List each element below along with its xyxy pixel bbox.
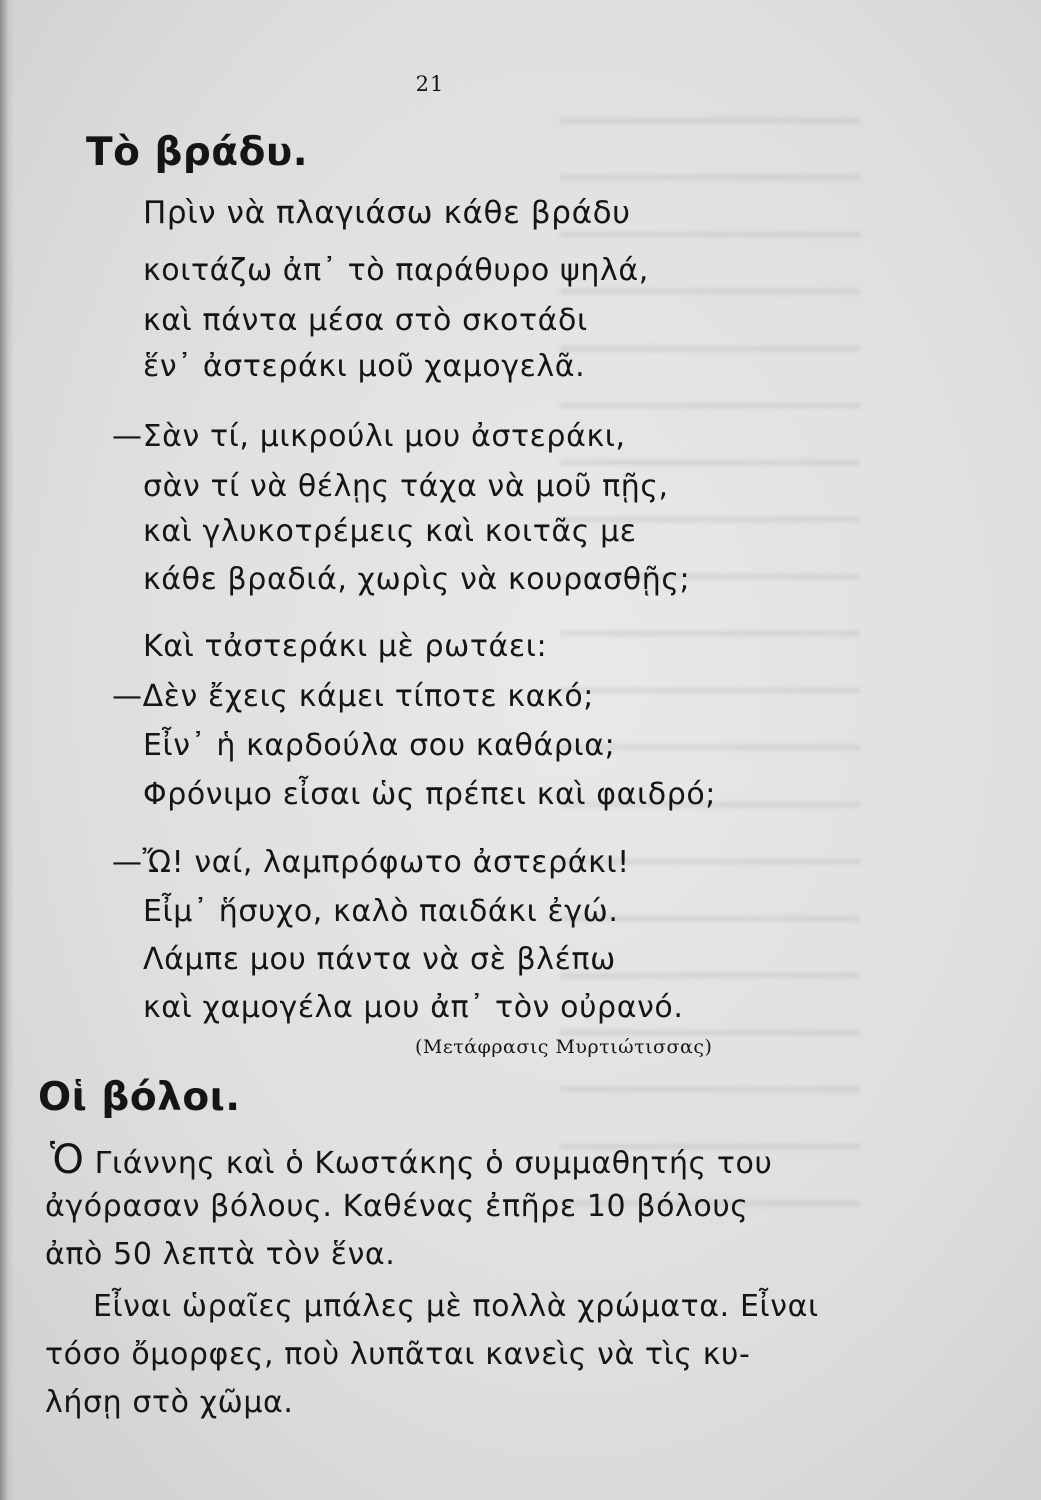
poem-line: καὶ χαμογέλα μου ἀπ᾿ τὸν οὐρανό.	[143, 990, 684, 1025]
poem-line: Λάμπε μου πάντα νὰ σὲ βλέπω	[143, 942, 616, 977]
poem-line: κοιτάζω ἀπ᾿ τὸ παράθυρο ψηλά,	[143, 253, 649, 288]
poem-line: ἕν᾿ ἀστεράκι μοῦ χαμογελᾶ.	[143, 349, 586, 384]
paragraph-line: ἀγόρασαν βόλους. Καθένας ἐπῆρε 10 βόλους	[45, 1189, 749, 1224]
poem-line: κάθε βραδιά, χωρὶς νὰ κουρασθῇς;	[143, 562, 691, 597]
poem-line: Πρὶν νὰ πλαγιάσω κάθε βράδυ	[143, 195, 631, 231]
poem-line: Εἶν᾿ ἡ καρδούλα σου καθάρια;	[143, 728, 616, 763]
poem-title: Τὸ βράδυ.	[86, 130, 309, 175]
poem-line: Καὶ τἀστεράκι μὲ ρωτάει:	[143, 629, 548, 664]
paragraph-line	[50, 1137, 773, 1183]
paragraph-line: Εἶναι ὡραῖες μπάλες μὲ πολλὰ χρώματα. Εἶναι	[93, 1289, 819, 1324]
translation-attribution: (Μετάφρασις Μυρτιώτισσας)	[415, 1036, 713, 1058]
paragraph-text: Γιάννης καὶ ὁ Κωστάκης ὁ συμμαθητής του	[84, 1146, 773, 1181]
section-title: Οἱ βόλοι.	[38, 1075, 241, 1120]
poem-line: καὶ πάντα μέσα στὸ σκοτάδι	[143, 303, 588, 338]
poem-line: Εἶμ᾿ ἥσυχο, καλὸ παιδάκι ἐγώ.	[143, 894, 619, 929]
page-number: 21	[415, 72, 445, 96]
poem-line: καὶ γλυκοτρέμεις καὶ κοιτᾶς με	[143, 514, 637, 549]
poem-line: σὰν τί νὰ θέλῃς τάχα νὰ μοῦ πῇς,	[143, 469, 669, 504]
paragraph-line: τόσο ὄμορφες, ποὺ λυπᾶται κανεὶς νὰ τὶς κυ-	[45, 1337, 751, 1372]
paragraph-line: λήσῃ στὸ χῶμα.	[45, 1385, 294, 1420]
poem-line: —Δὲν ἔχεις κάμει τίποτε κακό;	[112, 679, 594, 714]
page-spine-shadow	[0, 0, 14, 1500]
paragraph-line: ἀπὸ 50 λεπτὰ τὸν ἕνα.	[45, 1237, 396, 1272]
poem-line: —Σὰν τί, μικρούλι μου ἀστεράκι,	[112, 419, 626, 454]
poem-line: Φρόνιμο εἶσαι ὡς πρέπει καὶ φαιδρό;	[143, 777, 717, 812]
drop-initial: Ὁ	[50, 1137, 85, 1183]
poem-line: —Ὤ! ναί, λαμπρόφωτο ἀστεράκι!	[112, 845, 630, 880]
